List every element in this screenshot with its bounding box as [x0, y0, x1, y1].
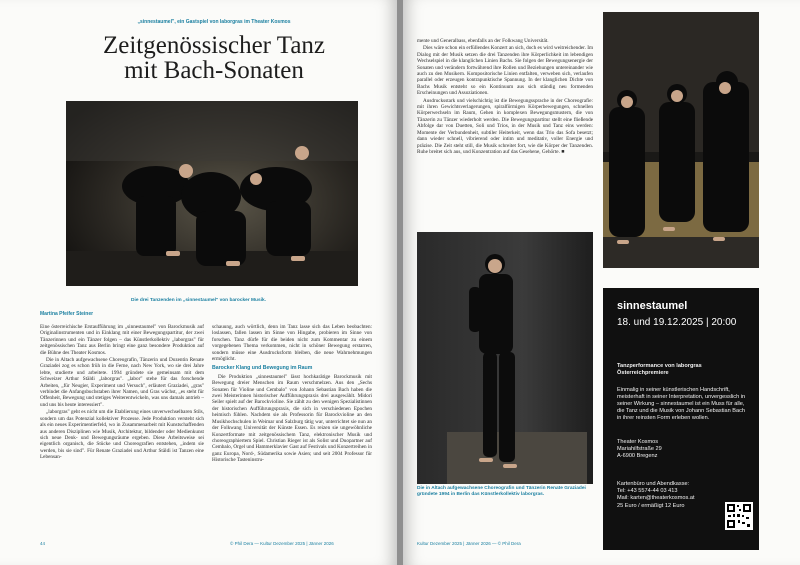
author-byline: Martina Pfeifer Steiner	[40, 311, 94, 317]
right-page	[403, 0, 800, 565]
event-description: Einmalig in seiner künstlerischen Handschrift, meisterhaft in seiner Interpretation, unvergesslich in seiner Wirkung – sinnestaumel ist ein Muss für alle, die Tanz und die Musik von Johann Sebastian Bach in ihrer reinsten Form erleben wollen.	[617, 387, 746, 421]
event-subtitle	[617, 363, 702, 377]
article-column-3	[417, 38, 593, 156]
article-column-1	[40, 324, 204, 462]
dancers-sofa-photo	[603, 12, 759, 268]
venue-street: Mariahilfstraße 29	[617, 446, 662, 452]
qr-code-icon	[725, 502, 753, 530]
paragraph: Die in Altach aufgewachsene Choreografin, Tänzerin und Dozentin Renate Graziadei zog es schon früh in die Ferne, nach New York, wo sie drei Jahre lebte, studierte und arbeitete. 1994 gründete sie gemeinsam mit dem Schweizer Arthur Stäldi „laborgras". „labor" stehe für das forschende Arbeiten, „für Neugier, Experiment und Versuch", erläutert Graziadei, „gras" verbindet die Anfangsbuchstaben ihrer Namen, und Gras wächst, „es steht für Offenheit, Bewegung und stetiges Weiterentwickeln, was uns damals antrieb – und uns bis heute interessiert".	[40, 357, 204, 408]
article-column-2	[212, 324, 372, 465]
article-kicker: „sinnestaumel", ein Gastspiel von laborgras im Theater Kosmos	[137, 19, 291, 25]
ticket-phone: Tel: +43 5574-44 03 413	[617, 488, 678, 495]
section-subhead: Barocker Klang und Bewegung im Raum	[212, 365, 313, 372]
event-info-box	[603, 288, 759, 550]
photo-caption-right: Die in Altach aufgewachsene Choreografin und Tänzerin Renate Graziadei gründete 1994 in Berlin das Künstlerkollektiv laborgras.	[417, 486, 586, 497]
left-page	[0, 0, 397, 565]
page-number: 44	[40, 541, 46, 546]
event-subtitle-line-2: Österreichpremiere	[617, 370, 669, 376]
venue-city: A-6900 Bregenz	[617, 453, 658, 459]
ticket-info	[617, 481, 695, 510]
paragraph: „laborgras" geht es nicht um die Etablierung eines unverwechselbaren Stils, sondern um das Potenzial kollektiver Prozesse. Jede Produktion versteht sich als ein neues Experimentierfeld, wo in Zusammenarbeit mit Kunstschaffenden aus anderen Disziplinen wie Musik, Architektur, bildender oder Medienkunst sich neue Denk- und Bewegungsräume ergeben. Diese Arbeitsweise sei eigentlich organisch, die Stücke und Choreografien entstehen, „indem sie werden, bis sie sind". Für Renate Graziadei und Arthur Stäldi ist Tanzen eine Lebensan-	[40, 409, 204, 461]
paragraph: Die Produktion „sinnestaumel" lässt hochkarätige Barockmusik mit Bewegung dreier Menschen im Raum verschmelzen. Aus den „Sechs Sonaten für Violine und Cembalo" von Johann Sebastian Bach haben die zwei Meisterinnen historischer Aufführungspraxis drei ausgewählt. Midori Seiler spielt auf der Barockvioline. Sie zählt zu den wenigen Spezialistinnen der historischen Aufführungspraxis, die sich in verschiedenen Epochen heimisch fühlen. Nachdem sie als Professorin für Barockvioline an den Musikhochschulen in Weimar und Salzburg tätig war, unterrichtet sie nun an der Folkwang Universität der Künste Essen. Es reizen sie ungewöhnliche Konzertformate mit zeitgenössischem Tanz, elektronischer Musik und choreographiertem Spiel. Christian Rieger ist als Solist und Duopartner auf Cembalo, Orgel und Hammerklavier Gast auf Festivals und Konzertreihen in ganz Europa, Nord-, Südamerika sowie Asien; und seit 2004 Professor für Historische Tasteninstru-	[212, 373, 372, 464]
folio-text-left: © Phil Dera — Kultur Dezember 2025 | Jänner 2026	[230, 541, 334, 546]
venue-name: Theater Kosmos	[617, 439, 659, 445]
event-dates: 18. und 19.12.2025 | 20:00	[617, 317, 737, 328]
paragraph: Eine österreichische Erstaufführung im „sinnestaumel" von Barockmusik auf Originalinstrumenten und in Einklang mit einer Bewegungspartitur, der zwei Tänzerinnen und ein Tänzer folgen – das Künstlerkollektiv „laborgras" für zeitgenössischen Tanz aus Berlin bringt eine ganz besondere Produktion auf die Bühne des Theater Kosmos.	[40, 324, 204, 356]
event-title: sinnestaumel	[617, 300, 688, 312]
headline-line-1: Zeitgenössischer Tanz	[102, 32, 326, 59]
choreographer-portrait-photo	[417, 232, 593, 484]
event-subtitle-line-1: Tanzperformance von laborgras	[617, 363, 702, 369]
folio-text-right: Kultur Dezember 2025 | Jänner 2026 — © Phil Dera	[417, 541, 521, 546]
photo-caption-left: Die drei Tanzenden im „sinnestaumel" von barocker Musik.	[131, 298, 266, 303]
ticket-price: 25 Euro / ermäßigt 12 Euro	[617, 502, 685, 509]
paragraph: Ausdrucksstark und vielschichtig ist die Bewegungssprache in der Choreografie: mit ihren Gewichtsverlagerungen, spiralförmigen Körperbewegungen, schnellen Körperwechseln im Raum, Gehen in komplexen Bewegungsmustern, die von Tänzerin zu Tänzer wiederholt werden. Die Bewegungspartitur stellt eine fließende Abfolge dar von Duetten, Soli und Trios, in der Musik und Tanz eins werden: Momente der Verbundenheit, subtiler Heiterkeit, wenn das Trio das Sofa besetzt; dann wieder schnell, vibrierend oder intim und meditativ, voller Energie und präzise. Die Zeit steht still, die Musik schreitet fort, wie die Körper der Tanzenden. Ruhe breitet sich aus, und Konzentration auf das Gesehene, Gehörte. ■	[417, 97, 593, 155]
article-headline	[40, 33, 388, 83]
paragraph: Dies wäre schon ein erfüllendes Konzert an sich, doch es wird weitreichender. Im Dialog mit der Musik setzen die drei Tanzenden ihre Körperlichkeit im lebendigen Wechselspiel in die klanglichen Linien Bachs. Sie folgen der Bewegungsenergie der Sonaten und verändern fortwährend ihre Rollen und Beziehungen untereinander wie auch zu den Musikern. Kompositorische Linien entfalten, verweben sich, verlaufen parallel oder erzeugen kontrapunktische Spannung. In der klanglichen Dichte von Bachs Musik entsteht so ein Kontinuum aus sich ständig neu formenden Erscheinungen und Assoziationen.	[417, 45, 593, 97]
paragraph: schauung, auch wörtlich, denn im Tanz lasse sich das Leben beobachten: loslassen, fallen lassen im Sinne von Hingabe, probieren im Sinne von forschen. Tanz dürfe für die beiden nicht zum Kommentar zu einem vorgegebenen Thema verkommen, nicht in schöner Bewegung erstarren, sondern müsse eine Ausdrucksform bleiben, die neue Wahrnehmungen ermöglicht.	[212, 324, 372, 363]
ticket-label: Kartenbüro und Abendkasse:	[617, 481, 690, 487]
paragraph: mente und Generalbass, ebenfalls an der Folkwang Universität.	[417, 38, 549, 44]
dancers-trio-photo	[66, 101, 358, 286]
headline-line-2: mit Bach-Sonaten	[124, 57, 304, 84]
venue-address	[617, 439, 662, 460]
ticket-email: Mail: karten@theaterkosmos.at	[617, 495, 695, 502]
